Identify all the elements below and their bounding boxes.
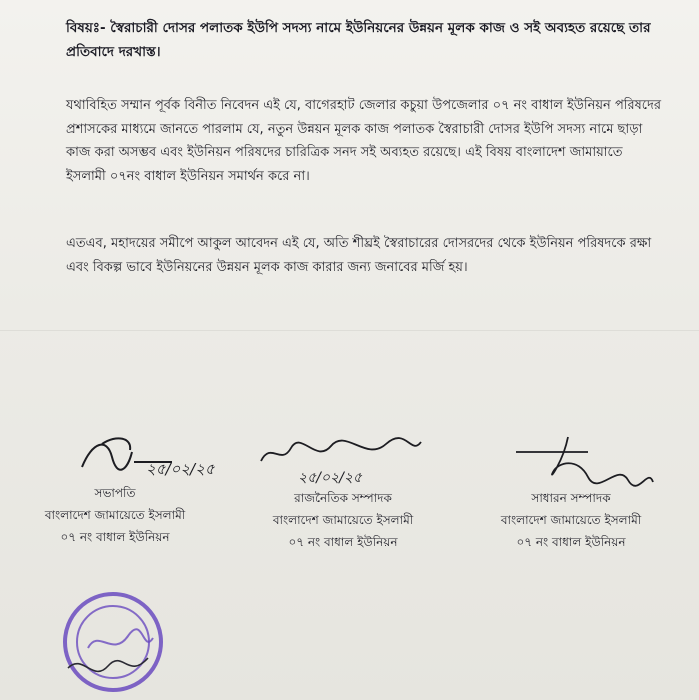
letter-subject: বিষয়ঃ- স্বৈরাচারী দোসর পলাতক ইউপি সদস্য নামে ইউনিয়নের উন্নয়ন মূলক কাজ ও সই অব্যহত রয়েছে তার প্রতিবাদে দরখাস্ত। xyxy=(66,20,651,60)
signature-general-secretary xyxy=(508,432,658,492)
letter-paragraph-2: এতএব, মহাদয়ের সমীপে আকুল আবেদন এই যে, অতি শীঘ্রই স্বৈরাচারের দোসরদের থেকে ইউনিয়ন পরিষদকে রক্ষা এবং বিকল্প ভাবে ইউনিয়নের উন্নয়ন মূলক কাজ কারার জন্য জনাবের মর্জি হয়। xyxy=(66,236,652,275)
official-stamp-seal xyxy=(58,588,170,696)
signature-date-political-secretary: ২৫/০২/২৫ xyxy=(298,470,363,486)
signatory-unit: ০৭ নং বাধাল ইউনিয়ন xyxy=(516,535,626,549)
signatory-org: বাংলাদেশ জামায়েতে ইসলামী xyxy=(500,513,642,527)
signature-date-president: ২৫/০২/২৫ xyxy=(146,460,215,478)
paper-fold-line xyxy=(0,330,699,331)
signatory-general-secretary xyxy=(466,487,676,553)
signatory-title: সভাপতি xyxy=(94,486,136,500)
signatory-org: বাংলাদেশ জামায়েতে ইসলামী xyxy=(272,513,414,527)
signatory-political-secretary xyxy=(238,487,448,553)
letter-paragraph-1: যথাবিহিত সম্মান পূর্বক বিনীত নিবেদন এই যে, বাগেরহাট জেলার কচুয়া উপজেলার ০৭ নং বাধাল ইউনিয়ন পরিষদের প্রশাসকের মাধ্যমে জানতে পারলাম যে, নতুন উন্নয়ন মূলক কাজ পলাতক স্বৈরাচারী দোসর ইউপি সদস্য নামে ছাড়া কাজ করা অসম্ভব এবং ইউনিয়ন পরিষদের চারিত্রিক সনদ সই অব্যহত রয়েছে। এই বিষয় বাংলাদেশ জামায়াতে ইসলামী ০৭নং বাধাল ইউনিয়ন সমার্থন করে না। xyxy=(66,98,662,184)
signatory-unit: ০৭ নং বাধাল ইউনিয়ন xyxy=(60,530,170,544)
signatory-title: সাধারন সম্পাদক xyxy=(531,491,611,505)
signatory-president xyxy=(10,482,220,548)
signatory-title: রাজনৈতিক সম্পাদক xyxy=(294,491,392,505)
signatory-unit: ০৭ নং বাধাল ইউনিয়ন xyxy=(288,535,398,549)
signatory-org: বাংলাদেশ জামায়েতে ইসলামী xyxy=(44,508,186,522)
